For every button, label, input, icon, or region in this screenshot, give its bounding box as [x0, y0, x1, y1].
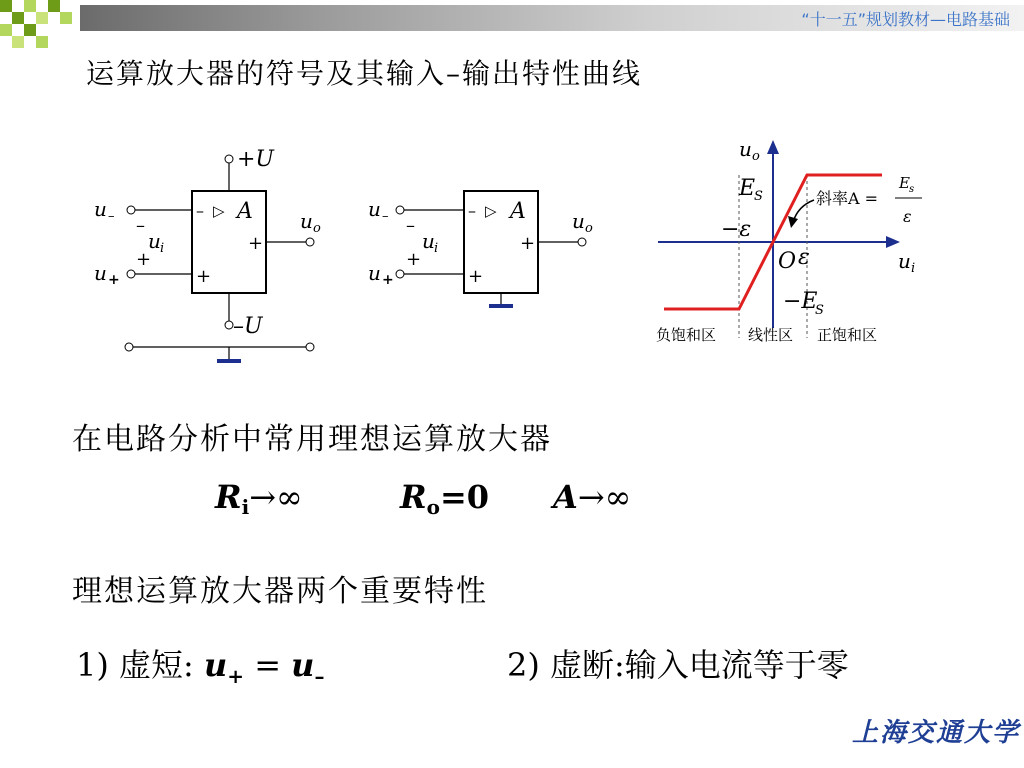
- left-gain-a: A: [237, 199, 253, 224]
- region-linear: 线性区: [748, 326, 794, 344]
- checker-decoration: [0, 0, 80, 48]
- y-axis-label: u: [739, 137, 752, 161]
- svg-text:+: +: [382, 272, 394, 288]
- right-u-plus: u: [368, 261, 381, 285]
- svg-text:i: i: [160, 241, 165, 256]
- right-ui: u: [422, 229, 435, 253]
- neg-eps-label: −ε: [721, 217, 752, 242]
- svg-text:–: –: [108, 209, 115, 224]
- svg-text:E: E: [899, 174, 910, 192]
- right-u-minus: u: [368, 197, 381, 221]
- svg-text:s: s: [909, 184, 915, 195]
- left-u-plus: u: [94, 261, 107, 285]
- left-opamp-circuit: [94, 147, 321, 361]
- right-uo: u: [572, 209, 585, 233]
- svg-text:▷: ▷: [485, 202, 497, 220]
- svg-text:–: –: [468, 201, 476, 220]
- svg-text:–: –: [196, 201, 204, 220]
- property-virtual-open: 2) 虚断:输入电流等于零: [507, 646, 849, 684]
- slope-label: 斜率A =: [816, 189, 879, 208]
- neg-es-label: −E: [783, 289, 818, 314]
- formula-ro: $R_o=0$: [400, 478, 490, 519]
- top-banner: [0, 0, 1024, 40]
- svg-text:o: o: [313, 221, 321, 236]
- left-ui: u: [148, 229, 161, 253]
- slide-title: 运算放大器的符号及其输入–输出特性曲线: [86, 57, 643, 90]
- region-positive: 正饱和区: [817, 326, 878, 344]
- header-title: “十一五”规划教材—电路基础: [801, 10, 1010, 29]
- svg-text:+: +: [196, 266, 212, 287]
- section-ideal-opamp: 在电路分析中常用理想运算放大器: [72, 422, 552, 457]
- svg-text:+: +: [406, 249, 422, 270]
- formula-a: A→∞: [553, 478, 632, 516]
- region-negative: 负饱和区: [656, 326, 717, 344]
- svg-text:+: +: [520, 233, 536, 254]
- svg-text:S: S: [754, 189, 763, 204]
- origin-label: O: [778, 249, 797, 274]
- left-u-minus: u: [94, 197, 107, 221]
- plus-supply-label: +U: [237, 147, 274, 172]
- svg-text:+: +: [108, 272, 120, 288]
- svg-text:▷: ▷: [213, 202, 225, 220]
- opamp-diagram: [80, 128, 940, 378]
- svg-text:i: i: [911, 261, 916, 276]
- svg-text:+: +: [248, 233, 264, 254]
- formula-ri: $R_i\to\infty$: [215, 478, 303, 519]
- svg-text:o: o: [585, 221, 593, 236]
- left-uo: u: [300, 209, 313, 233]
- svg-text:o: o: [752, 149, 760, 164]
- transfer-characteristic-graph: [656, 137, 922, 344]
- eps-label: ε: [798, 245, 810, 270]
- svg-text:ε: ε: [903, 207, 912, 226]
- university-logo: 上海交通大学: [852, 718, 1021, 748]
- svg-text:–: –: [406, 215, 415, 236]
- property-virtual-short: 1) 虚短: $u_+ = u_-$: [76, 646, 325, 688]
- minus-supply-label: –U: [233, 314, 263, 339]
- es-label: E: [739, 176, 756, 201]
- x-axis-label: u: [898, 249, 911, 273]
- right-gain-a: A: [510, 199, 526, 224]
- right-opamp-circuit: [368, 191, 593, 306]
- svg-text:i: i: [434, 241, 439, 256]
- svg-text:–: –: [382, 209, 389, 224]
- svg-text:–: –: [136, 215, 145, 236]
- svg-text:+: +: [468, 266, 484, 287]
- svg-text:+: +: [136, 249, 152, 270]
- svg-text:S: S: [815, 303, 824, 318]
- section-two-properties: 理想运算放大器两个重要特性: [72, 574, 488, 609]
